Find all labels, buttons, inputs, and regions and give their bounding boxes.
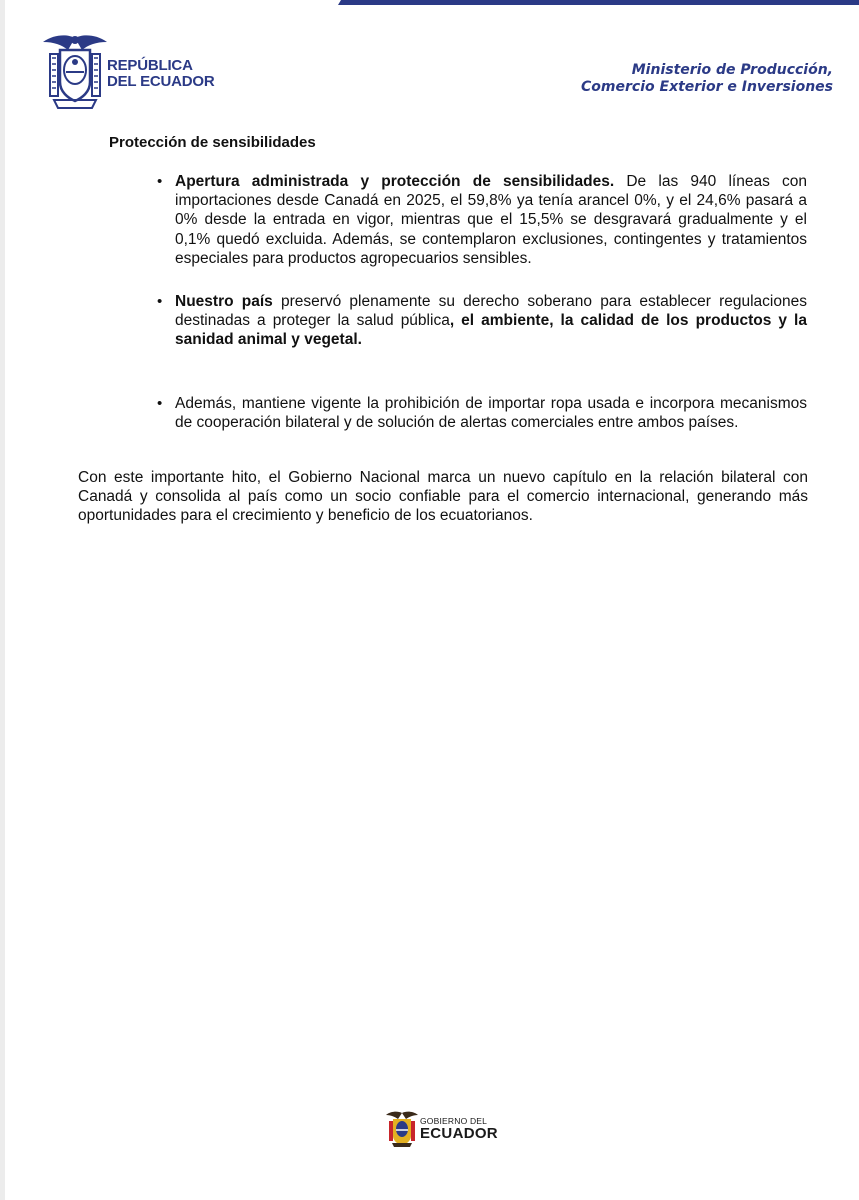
- list-item: [155, 292, 807, 350]
- footer-small: GOBIERNO DEL: [420, 1116, 488, 1126]
- bullet-text: preservó plenamente su derecho soberano para establecer regulaciones destinadas a proteger la salud pública: [175, 293, 807, 330]
- bullet-bold-end: , el ambiente, la calidad de los productos y la sanidad animal y vegetal.: [175, 312, 807, 349]
- bullet-list: [155, 172, 807, 432]
- bullet-icon: •: [157, 394, 163, 412]
- footer-text: [420, 1117, 498, 1142]
- ministry-line1: Ministerio de Producción,: [631, 62, 833, 78]
- logo-text: [107, 58, 215, 90]
- bullet-text: Además, mantiene vigente la prohibición de importar ropa usada e incorpora mecanismos de cooperación bilateral y de solución de alertas comerciales entre ambos países.: [175, 394, 807, 431]
- list-item: [155, 394, 807, 432]
- header-top-band: [338, 0, 859, 5]
- republica-logo: [40, 32, 220, 112]
- bullet-bold: Apertura administrada y protección de sensibilidades.: [175, 173, 615, 190]
- ministry-line2: Comercio Exterior e Inversiones: [581, 79, 833, 95]
- logo-line1: REPÚBLICA: [107, 57, 193, 74]
- logo-line2: DEL ECUADOR: [107, 73, 215, 90]
- footer-big: ECUADOR: [420, 1125, 498, 1142]
- ministry-name: [581, 62, 833, 96]
- section-title: Protección de sensibilidades: [109, 134, 316, 151]
- gobierno-logo: [386, 1110, 496, 1150]
- coat-of-arms-color-icon: [386, 1110, 418, 1148]
- bullet-bold: Nuestro país: [175, 293, 273, 311]
- closing-paragraph: Con este importante hito, el Gobierno Nacional marca un nuevo capítulo en la relación bilateral con Canadá y consolida al país como un socio confiable para el comercio internacional, generando más oportunidades para el crecimiento y beneficio de los ecuatorianos.: [78, 469, 808, 525]
- list-item: [155, 172, 807, 268]
- coat-of-arms-icon: [40, 32, 110, 112]
- bullet-text: De las 940 líneas con importaciones desde Canadá en 2025, el 59,8% ya tenía arancel 0%, y el 24,6% pasará a 0% desde la entrada en vigor, mientras que el 15,5% se desgravará gradualmente y el 0,1% quedó excluida. Además, se contemplaron exclusiones, contingentes y tratamientos especiales para productos agropecuarios sensibles.: [175, 173, 808, 267]
- bullet-icon: •: [157, 293, 163, 311]
- page-left-edge: [0, 0, 5, 1200]
- bullet-icon: •: [157, 173, 163, 190]
